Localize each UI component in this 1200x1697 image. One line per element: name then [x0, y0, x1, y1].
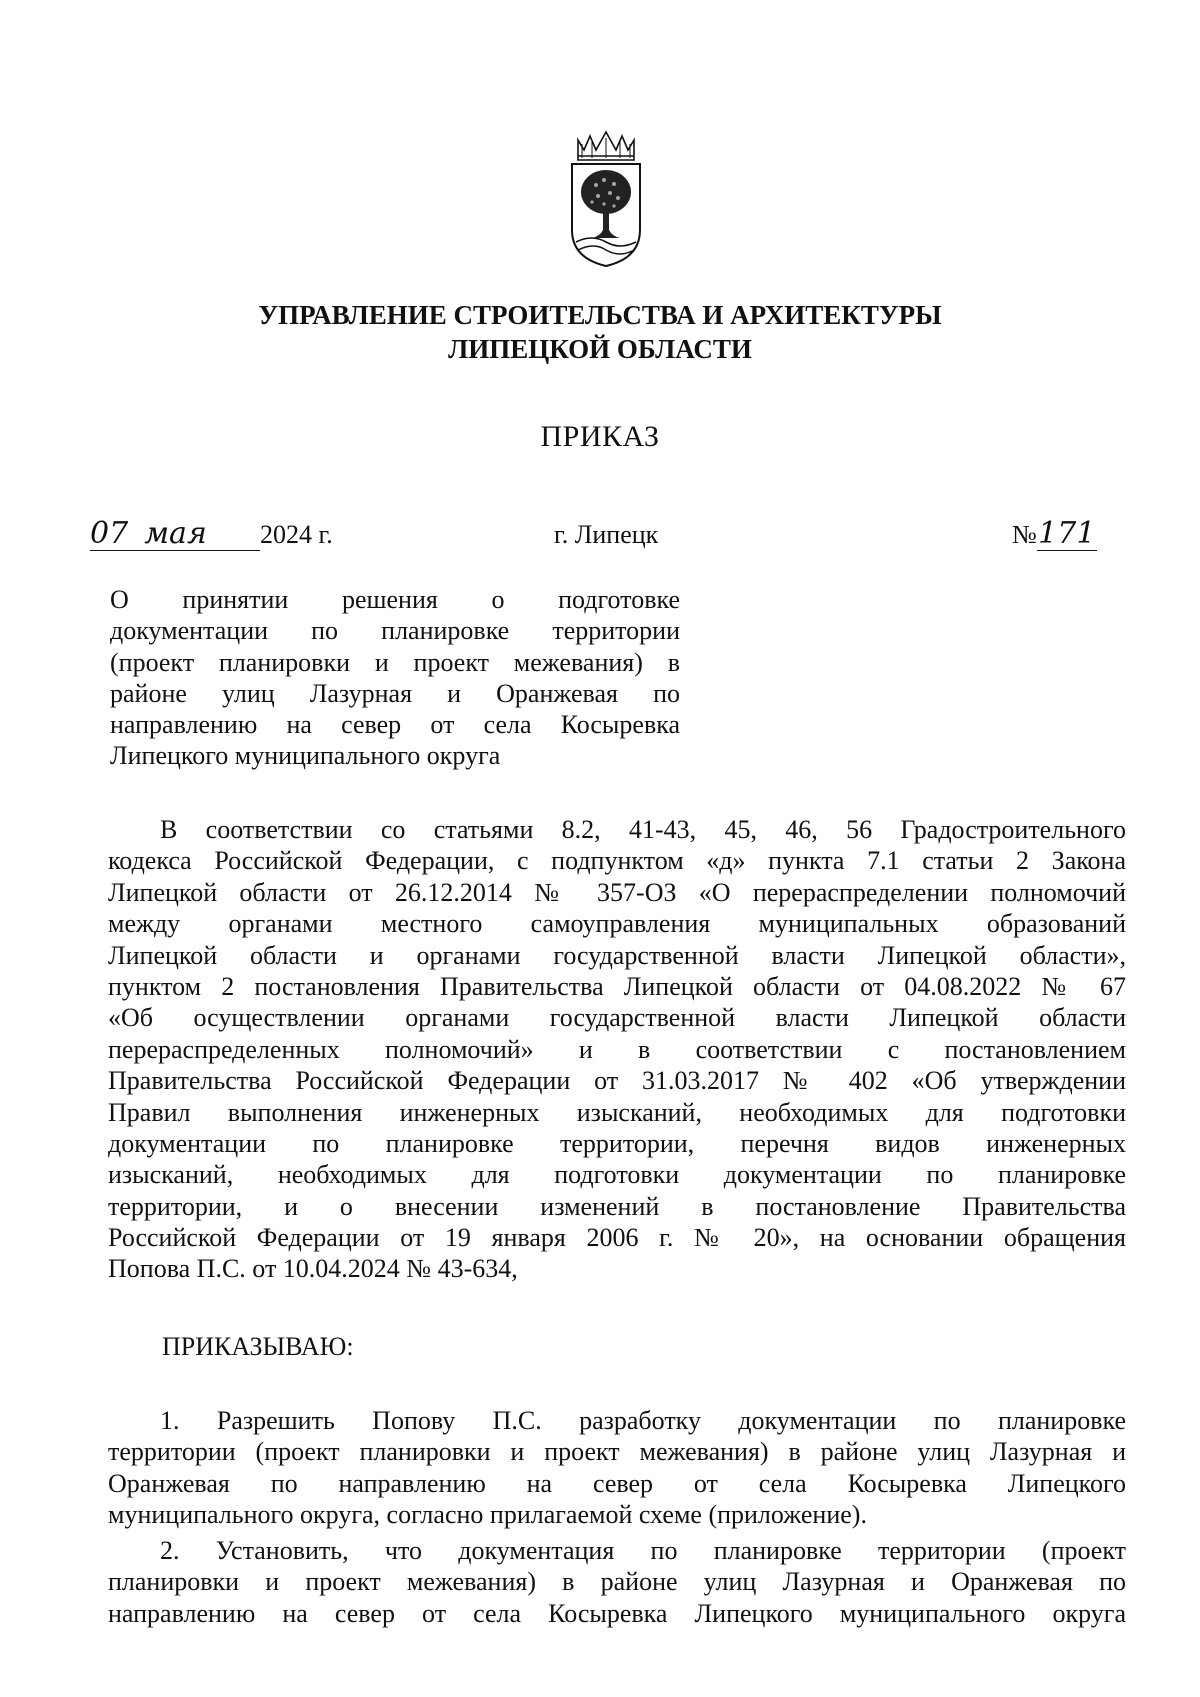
item-line: муниципального округа, согласно прилагаемой схеме (приложение).	[108, 1500, 867, 1530]
date-month: мая	[144, 516, 207, 551]
item-line: направлению на север от села Косыревка Липецкого муниципального округа	[108, 1598, 1126, 1628]
item-line: планировки и проект межевания) в районе улиц Лазурная и Оранжевая по	[108, 1567, 1126, 1597]
preamble-line: Липецкой области от 26.12.2014 № 357-ОЗ «О перераспределении полномочий	[108, 877, 1126, 907]
order-subject	[110, 584, 680, 772]
preamble-line: изысканий, необходимых для подготовки документации по планировке	[108, 1160, 1126, 1190]
item-line: территории (проект планировки и проект межевания) в районе улиц Лазурная и	[108, 1437, 1126, 1467]
preamble-line: Российской Федерации от 19 января 2006 г. № 20», на основании обращения	[108, 1223, 1126, 1253]
organization-name-line-1: УПРАВЛЕНИЕ СТРОИТЕЛЬСТВА И АРХИТЕКТУРЫ	[258, 300, 942, 330]
preamble-line: «Об осуществлении органами государственной власти Липецкой области	[108, 1003, 1126, 1033]
preamble-line: документации по планировке территории, перечня видов инженерных	[108, 1128, 1126, 1158]
handwritten-number: 171	[1038, 516, 1096, 551]
coat-of-arms-emblem	[568, 130, 644, 268]
subject-line: документации по планировке территории	[110, 616, 680, 646]
preamble-line: территории, и о внесении изменений в постановление Правительства	[108, 1191, 1126, 1221]
preamble-line: Липецкой области и органами государственной власти Липецкой области»,	[108, 940, 1126, 970]
preamble-line: Правил выполнения инженерных изысканий, необходимых для подготовки	[108, 1097, 1126, 1127]
preamble-line: кодекса Российской Федерации, с подпунктом «д» пункта 7.1 статьи 2 Закона	[108, 846, 1126, 876]
preamble-paragraph	[108, 814, 1126, 1285]
preamble-line: пунктом 2 постановления Правительства Липецкой области от 04.08.2022 № 67	[108, 971, 1126, 1001]
preamble-line: В соответствии со статьями 8.2, 41-43, 45, 46, 56 Градостроительного	[160, 815, 1126, 844]
subject-line: районе улиц Лазурная и Оранжевая по	[110, 678, 680, 708]
preamble-line: Попова П.С. от 10.04.2024 № 43-634,	[108, 1254, 518, 1284]
order-item-1	[108, 1405, 1126, 1531]
preamble-line: перераспределенных полномочий» и в соответствии с постановлением	[108, 1034, 1126, 1064]
item-line: 2. Установить, что документация по планировке территории (проект	[160, 1536, 1126, 1565]
document-number	[1012, 515, 1097, 555]
date-year: 2024 г.	[260, 520, 333, 549]
subject-line: направлению на север от села Косыревка	[110, 710, 680, 740]
organization-name	[0, 298, 1200, 366]
item-line: 1. Разрешить Попову П.С. разработку документации по планировке	[160, 1406, 1126, 1435]
document-type-title: ПРИКАЗ	[540, 420, 660, 453]
order-word: ПРИКАЗЫВАЮ:	[162, 1332, 354, 1361]
document-date	[90, 515, 333, 555]
order-item-2	[108, 1535, 1126, 1629]
organization-name-line-2: ЛИПЕЦКОЙ ОБЛАСТИ	[448, 334, 752, 364]
preamble-line: между органами местного самоуправления муниципальных образований	[108, 909, 1126, 939]
date-day: 07	[90, 516, 129, 551]
subject-line: Липецкого муниципального округа	[110, 741, 501, 771]
document-city: г. Липецк	[554, 520, 659, 549]
number-prefix: №	[1012, 520, 1037, 549]
preamble-line: Правительства Российской Федерации от 31.03.2017 № 402 «Об утверждении	[108, 1066, 1126, 1096]
subject-line: (проект планировки и проект межевания) в	[110, 647, 680, 677]
subject-line: О принятии решения о подготовке	[110, 585, 680, 614]
item-line: Оранжевая по направлению на север от села Косыревка Липецкого	[108, 1468, 1126, 1498]
handwritten-date	[90, 518, 260, 551]
